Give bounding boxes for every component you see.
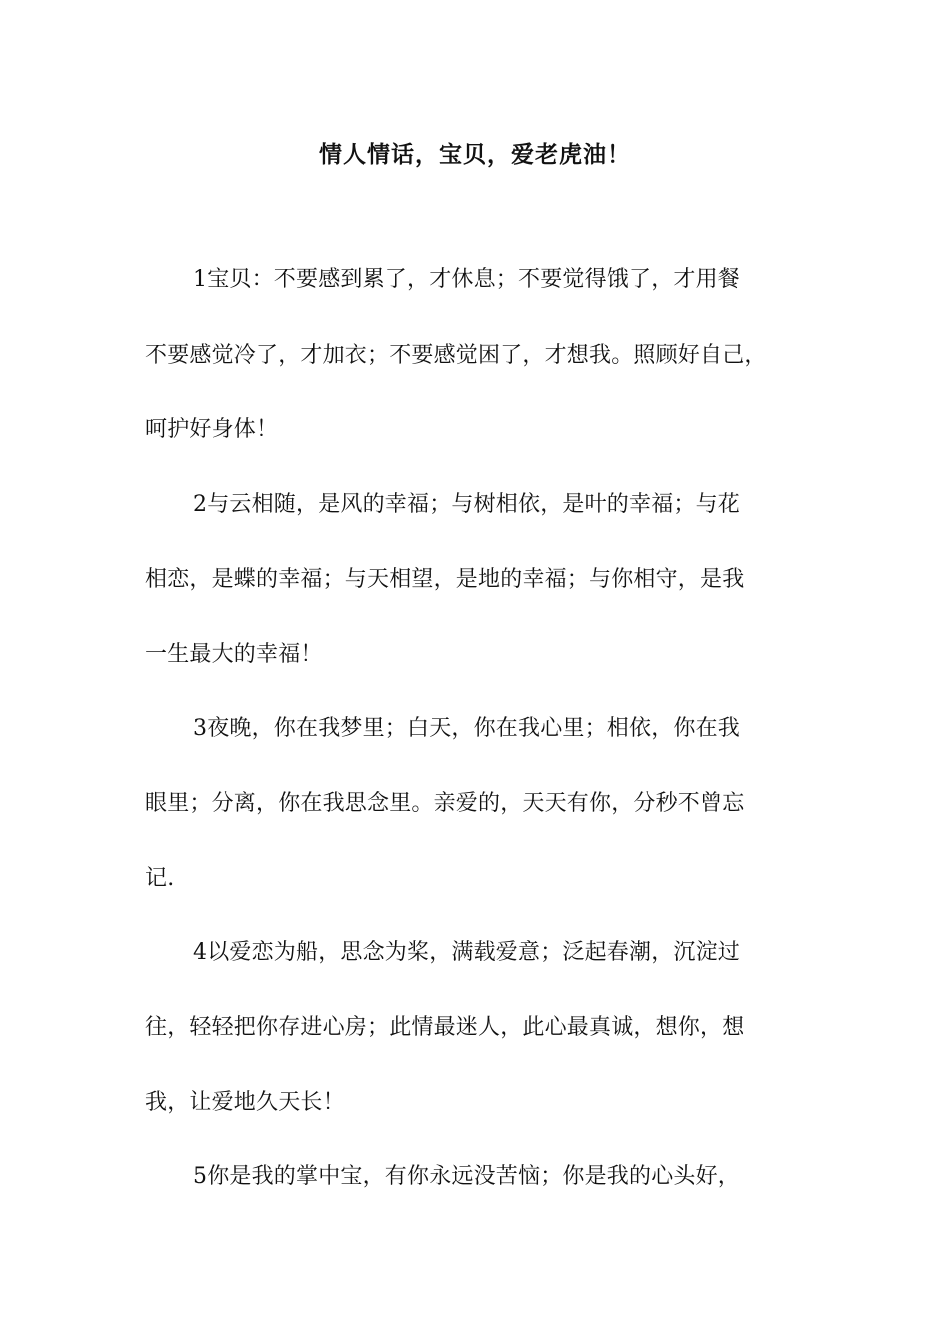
paragraph-2-line-1: 2与云相随，是风的幸福；与树相依，是叶的幸福；与花 xyxy=(193,492,740,517)
paragraph-1-line-2: 不要感觉冷了，才加衣；不要感觉困了，才想我。照顾好自己， xyxy=(145,343,767,368)
paragraph-3-line-1: 3夜晚，你在我梦里；白天，你在我心里；相依，你在我 xyxy=(193,716,740,741)
paragraph-1-line-1: 1宝贝：不要感到累了，才休息；不要觉得饿了，才用餐 xyxy=(193,267,740,292)
paragraph-4-line-1: 4以爱恋为船，思念为桨，满载爱意；泛起春潮，沉淀过 xyxy=(193,940,740,965)
paragraph-3-line-3: 记. xyxy=(145,866,175,891)
paragraph-2-line-3: 一生最大的幸福！ xyxy=(145,642,323,667)
paragraph-5-line-1: 5你是我的掌中宝，有你永远没苦恼；你是我的心头好， xyxy=(193,1164,740,1189)
paragraph-4-line-2: 往，轻轻把你存进心房；此情最迷人，此心最真诚，想你，想 xyxy=(145,1015,745,1040)
paragraph-1-line-3: 呵护好身体！ xyxy=(145,417,279,442)
paragraph-4-line-3: 我，让爱地久天长！ xyxy=(145,1090,345,1115)
document-title: 情人情话，宝贝，爱老虎油！ xyxy=(319,142,631,168)
paragraph-2-line-2: 相恋，是蝶的幸福；与天相望，是地的幸福；与你相守，是我 xyxy=(145,567,745,592)
paragraph-3-line-2: 眼里；分离，你在我思念里。亲爱的，天天有你，分秒不曾忘 xyxy=(145,791,745,816)
